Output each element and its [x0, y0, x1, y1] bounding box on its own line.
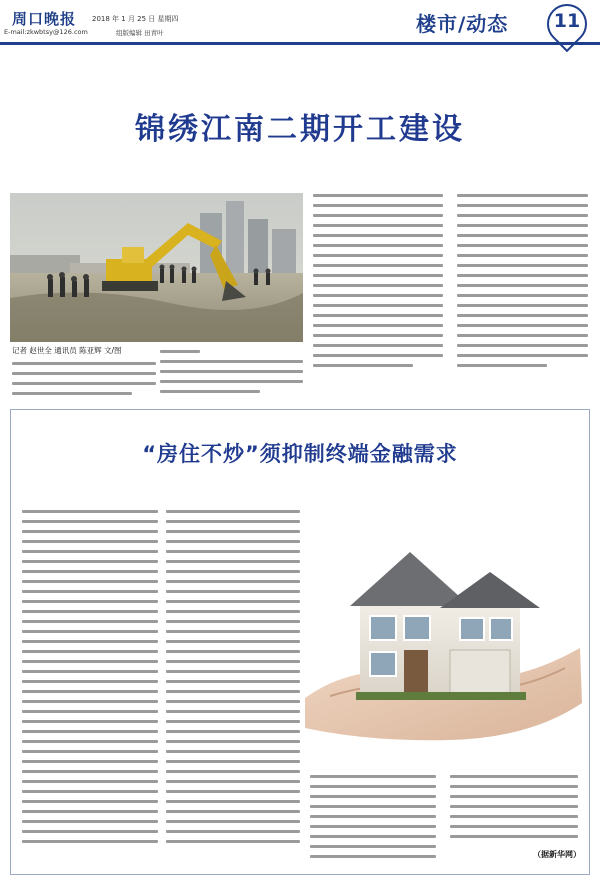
construction-site-photo: [10, 193, 303, 342]
newspaper-masthead: 周口晚报: [12, 10, 77, 28]
house-icon: [300, 528, 585, 753]
article1-column-1a: [12, 362, 156, 402]
page-number: 11: [553, 10, 581, 32]
article2-column-3: [310, 775, 436, 865]
article1-column-2: [313, 194, 443, 374]
contact-email: E-mail:zkwbtsy@126.com: [4, 28, 88, 36]
article2-column-4: [450, 775, 578, 845]
article1-column-3: [457, 194, 588, 374]
article1-column-1b: [160, 362, 303, 400]
issue-date: 2018 年 1 月 25 日 星期四: [92, 15, 179, 23]
section-title: 楼市/动态: [416, 12, 509, 36]
photo-credit: 记者 赵世全 通讯员 陈亚辉 文/图: [12, 346, 122, 355]
article2-column-1: [22, 510, 158, 850]
article2-headline: “房住不炒”须抑制终端金融需求: [142, 442, 458, 466]
house-in-hand-illustration: [300, 528, 585, 753]
source-attribution: （据新华网）: [533, 850, 581, 859]
article2-column-2: [166, 510, 300, 850]
layout-editor: 组版编辑 田青叶: [116, 29, 164, 37]
excavator-photo-illustration: [10, 193, 303, 342]
article1-headline: 锦绣江南二期开工建设: [135, 112, 465, 147]
header-rule: [0, 42, 600, 45]
